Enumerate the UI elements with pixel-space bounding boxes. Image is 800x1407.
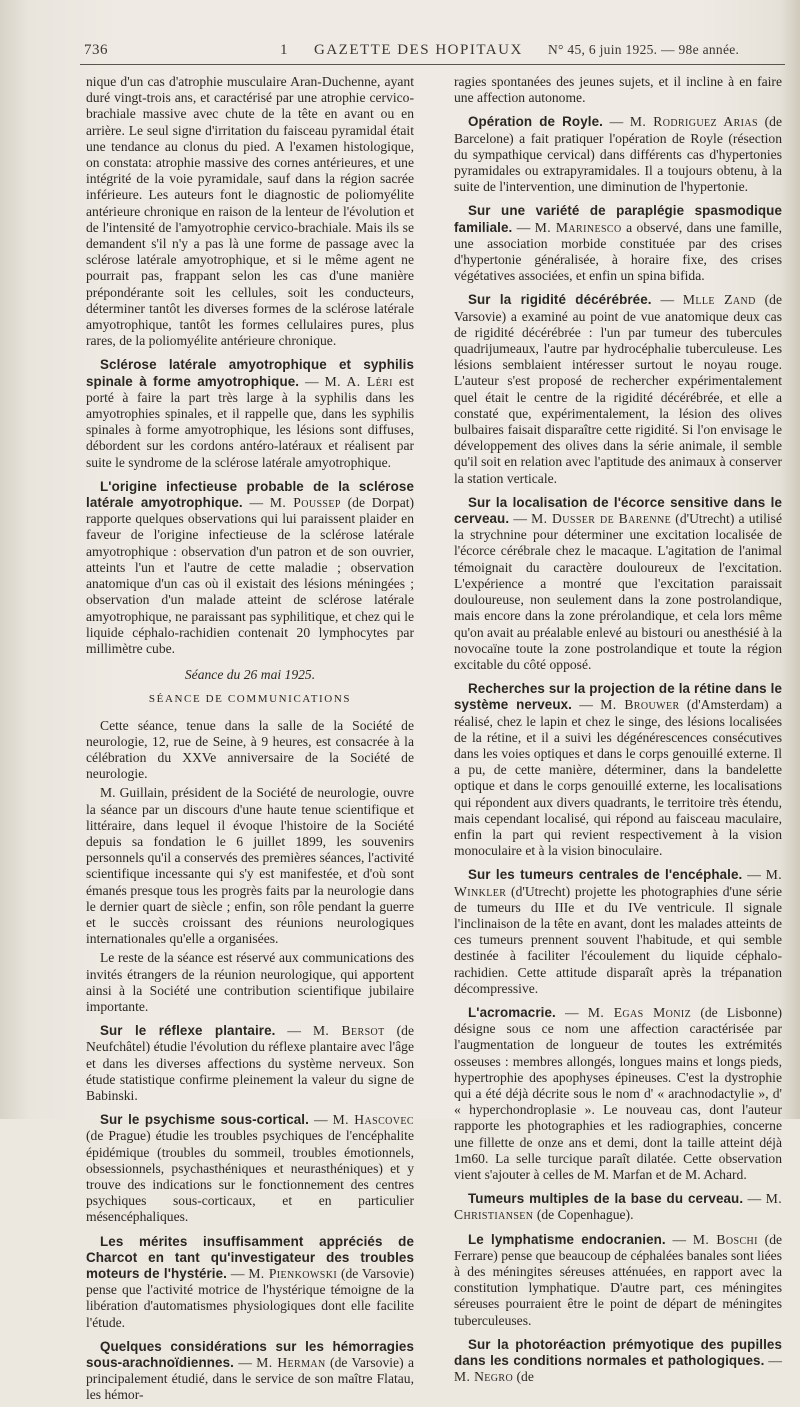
section-heading: Sur la photoréaction prémyotique des pupilles dans les conditions normales et pathologiques. [454, 1336, 782, 1369]
section-body: (d'Utrecht) a utilisé la strychnine pour déterminer une excitation localisée de l'écorce cérébrale chez le macaque. L'agitation de l'animal témoignait du caractère douloureux de l'excitation. L'expérience a montré que l'excitation paraissait douloureuse, non seulement dans la zone postrolandique, mais encore dans la zone prérolandique, et cela lors même qu'on avait au préalable enlevé au bistouri ou anesthésié à la novocaïne toute la zone postrolandique et toute la région excitable du côté opposé. [454, 511, 783, 672]
paragraph: M. Guillain, président de la Société de neurologie, ouvre la séance par un discours d'une haute tenue scientifique et littéraire, dans lequel il évoque l'histoire de la Société depuis sa fondation le 6 juillet 1899, les souvenirs personnels qu'il a conservés des premières séances, l'activité scientifique incessante qui s'y est manifestée, et d'où sont émanés presque tous les progrès faits par la neurologie dans le dernier quart de siècle ; enfin, son rôle pendant la guerre et le succès croissant des réunions neurologiques internationales qu'elle a organisées. [86, 785, 415, 947]
section-heading: Quelques considérations sur les hémorragies sous-arachnoïdiennes. [86, 1338, 414, 1371]
author-name: M. Pienkowski [248, 1266, 338, 1282]
section-body: (d'Utrecht) projette les photographies d'une série de tumeurs du IIIe et du IVe ventricule. Il signale l'inclinaison de la tête en avant, dont les malades atteints de ces tumeurs prennent souvent l'habitude, et qui semble destinée à faciliter l'écoulement du liquide céphalo-rachidien. Cette attitude disparaît après la trépanation décompressive. [454, 883, 782, 996]
section: Quelques considérations sur les hémorragies sous-arachnoïdiennes. — M. Herman (de Varsovie) a principalement étudié, dans le service de son maître Flatau, les hémor- [86, 1338, 415, 1403]
section-heading: Sur les tumeurs centrales de l'encéphale. [468, 867, 743, 883]
author-name: M. A. Léri [324, 373, 393, 389]
author-name: M. Bersot [312, 1023, 385, 1039]
section-heading: Tumeurs multiples de la base du cerveau. [468, 1191, 744, 1207]
section-heading: Les mérites insuffisamment appréciés de Charcot en tant qu'investigateur des troubles moteurs de l'hystérie. [86, 1233, 414, 1282]
author-name: M. Marinesco [534, 219, 622, 235]
paragraph: Cette séance, tenue dans la salle de la Société de neurologie, 12, rue de Seine, à 9 heures, est consacrée à la célébration du XXVe anniversaire de la Société de neurologie. [86, 717, 414, 782]
section-body: (de Varsovie) a principalement étudié, dans le service de son maître Flatau, les hémor- [86, 1355, 415, 1403]
author-name: M. Brouwer [600, 697, 680, 713]
author-name: Mlle Zand [682, 292, 756, 308]
section-heading: Sur une variété de paraplégie spasmodique familiale. [454, 203, 782, 235]
author-name: M. Rodriguez Arias [629, 114, 758, 130]
author-name: M. Hascovec [332, 1112, 414, 1128]
paragraph: nique d'un cas d'atrophie musculaire Aran-Duchenne, ayant duré vingt-trois ans, et caractérisé par une atrophie cervico-brachiale massive avec chute de la tête en avant ou en arrière. Le seul signe d'irritation du faisceau pyramidal était une tendance au clonus du pied. A l'examen histologique, on constata: atrophie massive des cornes antérieures, et une intégrité de la voie pyramidale, sauf dans la région sacrée inférieure. Les auteurs font le diagnostic de poliomyélite antérieure chronique en raison de la lenteur de l'évolution et de l'intensité de l'amyotrophie cervico-brachiale. Mais ils se demandent s'il n'y a pas là une forme de passage avec la sclérose latérale amyotrophique, et si le même agent ne pourrait pas, frappant selon les cas d'une manière prépondérante soit les cellules, soit les conducteurs, déterminer tantôt les diverses formes de la sclérose latérale amyotrophique, tantôt les formes cellulaires pures, plus rares, de la poliomyélite antérieure chronique. [86, 74, 414, 349]
section-heading: Le lymphatisme endocranien. [468, 1231, 666, 1247]
section-heading: Sur la rigidité décérébrée. [468, 292, 652, 308]
author-name: M. Boschi [692, 1231, 758, 1247]
section-heading: Recherches sur la projection de la rétine dans le système nerveux. [454, 681, 782, 713]
section-heading: Sclérose latérale amyotrophique et syphilis spinale à forme amyotrophique. [86, 357, 414, 389]
section-body: (de Varsovie) pense que l'activité motrice de l'hystérique témoigne de la libération d'automatismes physiologiques dont elle facilite l'étude. [86, 1266, 414, 1330]
section: Sur le psychisme sous-cortical. — M. Hascovec (de Prague) étudie les troubles psychiques de l'encéphalite épidémique (troubles du sommeil, troubles émotionnels, obsessionnels, psychasthéniques et neurasthéniques) et y trouve des indications sur le fonctionnement des centres psychiques sous-corticaux, et en particulier mésencéphaliques. [86, 1112, 414, 1225]
section-heading: L'acromacrie. [468, 1004, 556, 1020]
left-column [86, 74, 414, 1407]
section: Sur la localisation de l'écorce sensitive dans le cerveau. — M. Dusser de Barenne (d'Utrecht) a utilisé la strychnine pour déterminer une excitation localisée de l'écorce cérébrale chez le macaque. L'agitation de l'animal témoignait du caractère douloureux de l'excitation. L'expérience a montré que l'excitation paraissait douloureuse, non seulement dans la zone postrolandique, mais encore dans la zone prérolandique, et cela lors même qu'on avait au préalable enlevé au bistouri ou anesthésié à la novocaïne toute la zone postrolandique et toute la région excitable du côté opposé. [454, 494, 783, 672]
section-body: (de Ferrare) pense que beaucoup de céphalées banales sont liées à des méningites séreuses atténuées, en rapport avec la constitution lymphatique. D'autre part, ces méningites séreuses pourraient être le point de départ de méningites tuberculeuses. [454, 1231, 783, 1328]
session-type: SÉANCE DE COMMUNICATIONS [148, 693, 352, 706]
author-name: M. Negro [454, 1369, 514, 1385]
section-body: (de Copenhague). [536, 1207, 634, 1223]
paragraph: Le reste de la séance est réservé aux communications des invités étrangers de la réunion neurologique, qui apportent ainsi à la Société une contribution scientifique jubilaire importante. [86, 950, 414, 1014]
right-column [454, 74, 782, 1388]
section: Le lymphatisme endocranien. — M. Boschi (de Ferrare) pense que beaucoup de céphalées banales sont liées à des méningites séreuses atténuées, en rapport avec la constitution lymphatique. D'autre part, ces méningites séreuses pourraient être le point de départ de méningites tuberculeuses. [454, 1231, 783, 1328]
author-name: M. Poussep [269, 495, 341, 511]
author-name: M. Winkler [454, 867, 782, 899]
section: Opération de Royle. — M. Rodriguez Arias (de Barcelone) a fait pratiquer l'opération de Royle (résection du sympathique cervical) dans différents cas d'hypertonies pyramidales ou extrapyramidales. Il a toujours obtenu, à la suite de l'intervention, une diminution de l'hypertonie. [454, 114, 783, 195]
journal-title: GAZETTE DES HOPITAUX [314, 42, 523, 58]
section: Les mérites insuffisamment appréciés de Charcot en tant qu'investigateur des troubles moteurs de l'hystérie. — M. Pienkowski (de Varsovie) pense que l'activité motrice de l'hystérique témoigne de la libération d'automatismes physiologiques dont elle facilite l'étude. [86, 1233, 414, 1330]
header-rule [80, 64, 785, 65]
section: Sclérose latérale amyotrophique et syphilis spinale à forme amyotrophique. — M. A. Léri est porté à faire la part très large à la syphilis dans les amyotrophies spinales, et il rappelle que, dans les syphilis spinales à forme amyotrophique, les lésions sont diffuses, débordent sur les cordons antéro-latéraux et réalisent par suite le syndrome de la sclérose latérale amyotrophique. [86, 357, 414, 470]
section-body: (de Varsovie) a examiné au point de vue anatomique deux cas de rigidité décérébrée : l'un par tumeur des tubercules quadrijumeaux, l'autre par hydrocéphalie tuberculeuse. Les lésions semblaient intéresser surtout le noyau rouge. L'auteur s'est proposé de rechercher expérimentalement quel était le centre de la rigidité décérébrée, et elle a constaté que, expérimentalement, la lésion des olives bulbaires faisait disparaître cette rigidité. Si l'on envisage le développement des olives dans la série animale, il semble qu'il soit en relation avec l'aptitude des animaux à conserver la station verticale. [454, 292, 782, 486]
section-heading: Sur la localisation de l'écorce sensitive dans le cerveau. [454, 494, 782, 527]
section: Sur le réflexe plantaire. — M. Bersot (de Neufchâtel) étudie l'évolution du réflexe plantaire avec l'âge et dans les diverses affections du système nerveux. Son étude statistique confirme pleinement la valeur du signe de Babinski. [86, 1023, 414, 1103]
section: Sur les tumeurs centrales de l'encéphale. — M. Winkler (d'Utrecht) projette les photographies d'une série de tumeurs du IIIe et du IVe ventricule. Il signale l'inclinaison de la tête en avant, dont les malades atteints de ces tumeurs prennent souvent l'habitude, et qui semble destinée à faciliter l'écoulement du liquide céphalo-rachidien. Cette attitude disparaît après la trépanation décompressive. [454, 867, 782, 996]
section-body: (de Neufchâtel) étudie l'évolution du réflexe plantaire avec l'âge et dans les diverses affections du système nerveux. Son étude statistique confirme pleinement la valeur du signe de Babinski. [86, 1023, 414, 1103]
paragraph: ragies spontanées des jeunes sujets, et il incline à en faire une affection autonome. [454, 74, 782, 106]
section: L'origine infectieuse probable de la sclérose latérale amyotrophique. — M. Poussep (de Dorpat) rapporte quelques observations qui lui paraissent plaider en faveur de l'origine infectieuse de la sclérose latérale amyotrophique : observation d'un patron et de son ouvrier, atteints l'un et l'autre de cette maladie ; observation anatomique d'un cas où il existait des lésions méningées ; observation d'un malade atteint de sclérose latérale amyotrophique, ne paraissant pas syphilitique, et chez qui le liquide céphalo-rachidien contenait 20 lymphocytes par millimètre cube. [86, 478, 415, 656]
header-mark: 1 [280, 42, 288, 58]
section: Sur la photoréaction prémyotique des pupilles dans les conditions normales et pathologiques. — M. Negro (de [454, 1336, 782, 1385]
author-name: M. Egas Moniz [587, 1004, 692, 1020]
session-date: Séance du 26 mai 1925. [184, 667, 316, 683]
issue-info: N° 45, 6 juin 1925. — 98e année. [548, 42, 740, 57]
section-body: (de [516, 1369, 534, 1385]
section-body: a observé, dans une famille, une association morbide constituée par des crises d'hypertonie généralisée, à horaire fixe, des crises végétatives associées, et enfin un spina bifida. [454, 219, 782, 284]
section-body: (d'Amsterdam) a réalisé, chez le lapin et chez le singe, des lésions localisées de la rétine, et il a suivi les dégénérescences consécutives dans les voies optiques et dans le corps genouillé externe. Il a pu, de cette manière, déterminer, dans la bandelette optique et dans le corps genouillé externe, les localisations qui répondent aux divers quadrants, le territoire très étendu, mais cependant localisé, qui répond au faisceau maculaire, enfin la part qui revient respectivement à la vision monoculaire et à la vision binoculaire. [454, 697, 783, 859]
section-body: (de Barcelone) a fait pratiquer l'opération de Royle (résection du sympathique cervical) dans différents cas d'hypertonies pyramidales ou extrapyramidales. Il a toujours obtenu, à la suite de l'intervention, une diminution de l'hypertonie. [454, 114, 783, 195]
section: Sur la rigidité décérébrée. — Mlle Zand (de Varsovie) a examiné au point de vue anatomique deux cas de rigidité décérébrée : l'un par tumeur des tubercules quadrijumeaux, l'autre par hydrocéphalie tuberculeuse. Les lésions semblaient intéresser surtout le noyau rouge. L'auteur s'est proposé de rechercher expérimentalement quel était le centre de la rigidité décérébrée, et elle a constaté que, expérimentalement, la lésion des olives bulbaires faisait disparaître cette rigidité. Si l'on envisage le développement des olives dans la série animale, il semble qu'il soit en relation avec l'aptitude des animaux à conserver la station verticale. [454, 292, 782, 486]
author-name: M. Christiansen [454, 1191, 782, 1223]
section-body: est porté à faire la part très large à la syphilis dans les amyotrophies spinales, et il rappelle que, dans les syphilis spinales à forme amyotrophique, les lésions sont diffuses, débordent sur les cordons antéro-latéraux et réalisent par suite le syndrome de la sclérose latérale amyotrophique. [86, 373, 414, 470]
author-name: M. Herman [256, 1355, 326, 1371]
section-heading: Opération de Royle. [468, 114, 603, 130]
section: Recherches sur la projection de la rétine dans le système nerveux. — M. Brouwer (d'Amsterdam) a réalisé, chez le lapin et chez le singe, des lésions localisées de la rétine, et il a suivi les dégénérescences consécutives dans les voies optiques et dans le corps genouillé externe. Il a pu, de cette manière, déterminer, dans la bandelette optique et dans le corps genouillé externe, les localisations qui répondent aux divers quadrants, le territoire très étendu, mais cependant localisé, qui répond au faisceau maculaire, enfin la part qui revient respectivement à la vision monoculaire et à la vision binoculaire. [454, 681, 783, 859]
section-body: (de Lisbonne) désigne sous ce nom une affection caractérisée par l'augmentation de longueur de toutes les extrémités osseuses : membres allongés, longues mains et longs pieds, hypertrophie des apophyses épineuses. C'est la dystrophie qui a été déjà décrite sous le nom d' « arachnodactylie », d' « hyperchondroplasie ». Le nouveau cas, dont l'auteur rapporte les photographies et les radiographies, concerne une fillette de onze ans et demi, dont la taille atteint déjà 1m60. La selle turcique paraît dilatée. Cette observation vient s'ajouter à celles de M. Marfan et de M. Achard. [454, 1004, 783, 1182]
section-body: (de Dorpat) rapporte quelques observations qui lui paraissent plaider en faveur de l'origine infectieuse de la sclérose latérale amyotrophique : observation d'un patron et de son ouvrier, atteints l'un et l'autre de cette maladie ; observation anatomique d'un cas où il existait des lésions méningées ; observation d'un malade atteint de sclérose latérale amyotrophique, ne paraissant pas syphilitique, et chez qui le liquide céphalo-rachidien contenait 20 lymphocytes par millimètre cube. [86, 495, 415, 656]
section-heading: Sur le psychisme sous-cortical. [100, 1112, 309, 1128]
section: Sur une variété de paraplégie spasmodique familiale. — M. Marinesco a observé, dans une famille, une association morbide constituée par des crises d'hypertonie généralisée, à horaire fixe, des crises végétatives associées, et enfin un spina bifida. [454, 203, 782, 284]
section-body: (de Prague) étudie les troubles psychiques de l'encéphalite épidémique (troubles du sommeil, troubles émotionnels, obsessionnels, psychasthéniques et neurasthéniques) et y trouve des indications sur le fonctionnement des centres psychiques sous-corticaux, et en particulier mésencéphaliques. [86, 1128, 414, 1225]
section: L'acromacrie. — M. Egas Moniz (de Lisbonne) désigne sous ce nom une affection caractérisée par l'augmentation de longueur de toutes les extrémités osseuses : membres allongés, longues mains et longs pieds, hypertrophie des apophyses épineuses. C'est la dystrophie qui a été déjà décrite sous le nom d' « arachnodactylie », d' « hyperchondroplasie ». Le nouveau cas, dont l'auteur rapporte les photographies et les radiographies, concerne une fillette de onze ans et demi, dont la taille atteint déjà 1m60. La selle turcique paraît dilatée. Cette observation vient s'ajouter à celles de M. Marfan et de M. Achard. [454, 1004, 783, 1182]
section-heading: L'origine infectieuse probable de la sclérose latérale amyotrophique. [86, 478, 414, 511]
section-heading: Sur le réflexe plantaire. [100, 1023, 276, 1039]
author-name: M. Dusser de Barenne [531, 511, 672, 527]
page-header [70, 40, 782, 64]
page-number: 736 [84, 42, 108, 58]
section: Tumeurs multiples de la base du cerveau. — M. Christiansen (de Copenhague). [454, 1191, 782, 1223]
